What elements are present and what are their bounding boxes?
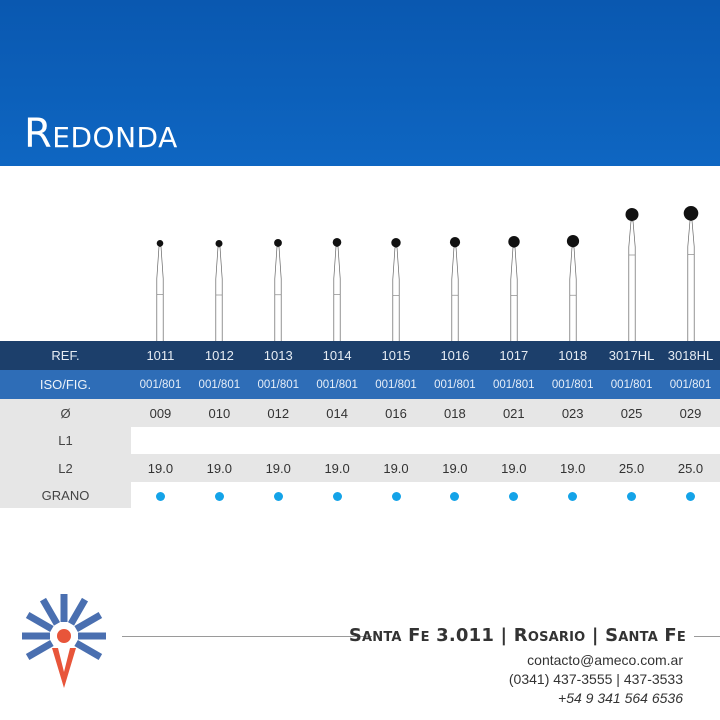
- bur-illustrations: [131, 200, 720, 342]
- diameter-cell: 025: [620, 405, 643, 421]
- grano-cell: [602, 482, 661, 508]
- grano-dot: [156, 492, 165, 501]
- diameter-cell: 009: [149, 405, 172, 421]
- l2-cell: 19.0: [383, 460, 409, 476]
- ref-cell: 3017HL: [608, 348, 655, 363]
- diameter-cell: 021: [502, 405, 525, 421]
- bur-1014: [329, 237, 345, 342]
- iso-cell: 001/801: [610, 378, 653, 391]
- diameter-cell: 014: [326, 405, 348, 421]
- diameter-label: Ø: [60, 405, 71, 421]
- grano-dot: [509, 492, 518, 501]
- l1-cell: [661, 427, 720, 454]
- mobile-number: +54 9 341 564 6536: [558, 690, 683, 706]
- grano-dot: [274, 492, 283, 501]
- diameter-cell: 018: [444, 405, 466, 421]
- grano-cell: [367, 482, 426, 508]
- iso-cell: 001/801: [139, 378, 182, 391]
- l2-cell: 19.0: [324, 460, 350, 476]
- ref-cell: 1012: [204, 348, 234, 363]
- l2-cell: 19.0: [442, 460, 468, 476]
- ref-cell: 1011: [146, 348, 175, 363]
- l1-cell: [367, 427, 426, 454]
- diameter-row: [0, 399, 720, 427]
- ref-label: REF.: [51, 348, 80, 363]
- spec-table: [0, 341, 720, 508]
- iso-cell: 001/801: [493, 378, 535, 391]
- l1-cell: [543, 427, 602, 454]
- grano-dot: [686, 492, 695, 501]
- iso-cell: 001/801: [669, 378, 712, 391]
- grano-dot: [450, 492, 459, 501]
- bur-head: [508, 236, 519, 247]
- grano-cell: [543, 482, 602, 508]
- ref-row: [0, 341, 720, 370]
- l2-row: [0, 454, 720, 482]
- l1-cell: [190, 427, 249, 454]
- iso-label: ISO/FIG.: [39, 377, 92, 392]
- diameter-cell: 010: [208, 405, 231, 421]
- bur-1017: [506, 235, 522, 342]
- diameter-cell: 023: [561, 405, 584, 421]
- address: Santa Fe 3.011 | Rosario | Santa Fe: [348, 625, 686, 646]
- bur-1012: [211, 239, 227, 342]
- ref-cell: 1016: [440, 348, 470, 363]
- l2-cell: 19.0: [147, 460, 174, 476]
- grano-cell: [425, 482, 484, 508]
- bur-head: [333, 238, 342, 247]
- l1-row: [0, 427, 720, 454]
- bur-1013: [270, 238, 286, 342]
- iso-cell: 001/801: [257, 378, 300, 391]
- grano-cell: [190, 482, 249, 508]
- l1-cell: [131, 427, 190, 454]
- bur-1015: [388, 237, 404, 342]
- grano-dot: [568, 492, 577, 501]
- bur-head: [274, 239, 282, 247]
- l2-cell: 19.0: [560, 460, 586, 476]
- bur-head: [391, 238, 400, 247]
- grano-label: GRANO: [0, 482, 131, 508]
- footer-divider-right: [694, 636, 720, 637]
- bur-head: [216, 240, 223, 247]
- grano-cell: [308, 482, 367, 508]
- bur-1018: [565, 234, 581, 342]
- diameter-cell: 029: [679, 405, 702, 421]
- page-title: Redonda: [24, 111, 178, 157]
- bur-1011: [152, 239, 168, 342]
- grano-dot: [215, 492, 224, 501]
- bur-1016: [447, 236, 463, 342]
- grano-dot: [392, 492, 401, 501]
- l2-cell: 25.0: [618, 460, 645, 476]
- ref-cell: 3018HL: [667, 348, 714, 363]
- grano-cell: [484, 482, 543, 508]
- ref-cell: 1013: [263, 348, 293, 363]
- grano-row: [0, 482, 720, 508]
- phone-numbers: (0341) 437-3555 | 437-3533: [508, 671, 683, 687]
- footer-divider-left: [122, 636, 372, 637]
- grano-cell: [131, 482, 190, 508]
- iso-cell: 001/801: [551, 378, 594, 391]
- grano-cell: [249, 482, 308, 508]
- l1-cell: [249, 427, 308, 454]
- grano-dot: [333, 492, 342, 501]
- ref-cell: 1015: [381, 348, 411, 363]
- grano-dot: [627, 492, 636, 501]
- l2-cell: 25.0: [677, 460, 704, 476]
- bur-3017HL: [624, 207, 640, 342]
- diameter-cell: 016: [385, 405, 407, 421]
- ameco-logo: [18, 592, 110, 688]
- bur-head: [625, 208, 638, 221]
- diameter-cell: 012: [267, 405, 290, 421]
- email-link[interactable]: contacto@ameco.com.ar: [527, 652, 683, 668]
- ref-cell: 1017: [499, 348, 529, 363]
- l2-label: L2: [58, 460, 73, 476]
- iso-cell: 001/801: [316, 378, 358, 391]
- l2-cell: 19.0: [206, 460, 232, 476]
- iso-cell: 001/801: [198, 378, 241, 391]
- iso-cell: 001/801: [375, 378, 417, 391]
- bur-head: [683, 206, 698, 221]
- grano-cell: [661, 482, 720, 508]
- bur-head: [450, 237, 460, 247]
- l1-cell: [602, 427, 661, 454]
- l1-label: L1: [58, 433, 73, 448]
- iso-cell: 001/801: [434, 378, 476, 391]
- l2-cell: 19.0: [265, 460, 291, 476]
- l2-cell: 19.0: [501, 460, 527, 476]
- l1-cell: [425, 427, 484, 454]
- bur-head: [157, 240, 164, 247]
- l1-cell: [484, 427, 543, 454]
- bur-head: [567, 235, 579, 247]
- ref-cell: 1014: [322, 348, 352, 363]
- iso-row: [0, 370, 720, 399]
- bur-3018HL: [683, 205, 699, 342]
- ref-cell: 1018: [558, 348, 588, 363]
- l1-cell: [308, 427, 367, 454]
